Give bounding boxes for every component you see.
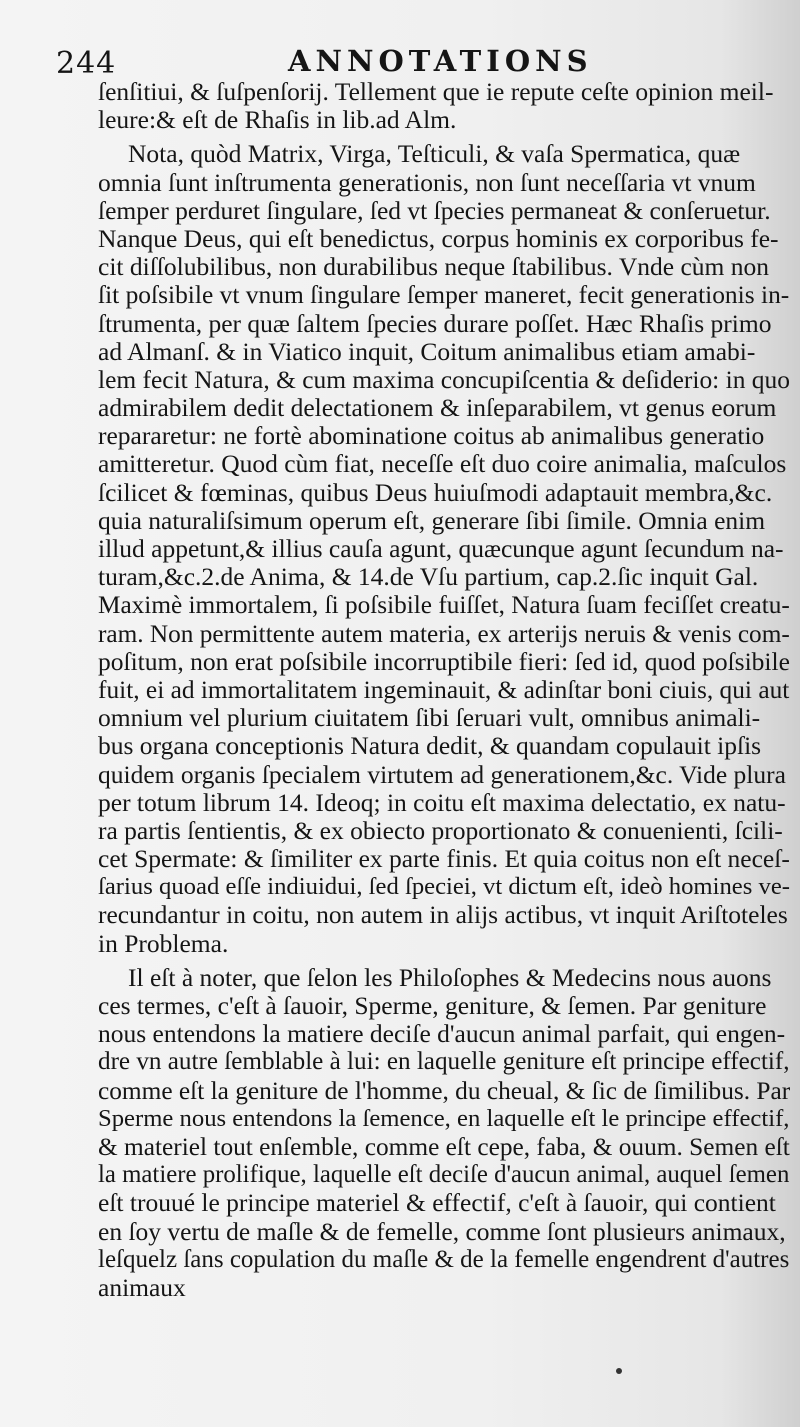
text-line: Nanque Deus, qui eſt benedictus, corpus hominis ex corporibus fe- [98, 224, 779, 253]
page-body-text [98, 78, 790, 1302]
text-line: Maximè immortalem, ſi poſsibile fuiſſet, Natura ſuam feciſſet creatu- [98, 591, 790, 620]
text-line: ſemper perduret ſingulare, ſed vt ſpecies permaneat & conſeruetur. [98, 196, 771, 225]
text-line: ſenſitiui, & ſuſpenſorij. Tellement que ie repute ceſte opinion meil- [98, 78, 774, 106]
paragraph [98, 964, 790, 1302]
text-line: repararetur: ne fortè abominatione coitus ab animalibus generatio [98, 422, 765, 451]
ink-speck [616, 1368, 622, 1374]
page-header [56, 40, 650, 81]
running-head: ANNOTATIONS [288, 44, 593, 78]
text-line: nous entendons la matiere deciſe d'aucun animal parfait, qui engen- [98, 1020, 786, 1049]
text-line: Nota, quòd Matrix, Virga, Teſticuli, & vaſa Spermatica, quæ [128, 140, 741, 169]
text-line: & materiel tout enſemble, comme eſt cepe, faba, & ouum. Semen eſt [98, 1132, 790, 1161]
text-line: ces termes, c'eſt à ſauoir, Sperme, geniture, & ſemen. Par geniture [98, 992, 767, 1020]
text-line: poſitum, non erat poſsibile incorruptibile fieri: ſed id, quod poſsibile [98, 647, 790, 676]
text-line: animaux [98, 1273, 186, 1302]
text-line: Il eſt à noter, que ſelon les Philoſophes & Medecins nous auons [128, 963, 772, 992]
text-line: quidem organis ſpecialem virtutem ad generationem,&c. Vide plura [98, 760, 786, 789]
text-line: recundantur in coitu, non autem in alijs actibus, vt inquit Ariſtoteles [98, 901, 788, 930]
text-line: cit diſſolubilibus, non durabilibus neque ſtabilibus. Vnde cùm non [98, 253, 769, 282]
text-line: la matiere prolifique, laquelle eſt deciſe d'aucun animal, auquel ſemen [98, 1161, 790, 1189]
paragraph [98, 78, 790, 134]
text-line: bus organa conceptionis Natura dedit, & quandam copulauit ipſis [98, 732, 762, 761]
text-line: per totum librum 14. Ideoq; in coitu eſt maxima delectatio, ex natu- [98, 788, 786, 817]
text-line: ſtrumenta, per quæ ſaltem ſpecies durare poſſet. Hæc Rhaſis primo [98, 309, 772, 338]
text-line: turam,&c.2.de Anima, & 14.de Vſu partium, cap.2.ſic inquit Gal. [98, 563, 759, 592]
text-line: omnia ſunt inſtrumenta generationis, non ſunt neceſſaria vt vnum [98, 168, 756, 197]
text-line: admirabilem dedit delectationem & inſeparabilem, vt genus eorum [98, 394, 777, 423]
text-line: leure:& eſt de Rhaſis in lib.ad Alm. [98, 106, 457, 135]
text-line: en ſoy vertu de maſle & de femelle, comme ſont plusieurs animaux, [98, 1217, 786, 1246]
text-line: comme eſt la geniture de l'homme, du cheual, & ſic de ſimilibus. Par [98, 1076, 790, 1105]
text-line: ſcilicet & fœminas, quibus Deus huiuſmodi adaptauit membra,&c. [98, 478, 773, 507]
text-line: leſquelz ſans copulation du maſle & de la femelle engendrent d'autres [98, 1245, 790, 1273]
text-line: ad Almanſ. & in Viatico inquit, Coitum animalibus etiam amabi- [98, 337, 756, 366]
text-line: ſit poſsibile vt vnum ſingulare ſemper maneret, fecit generationis in- [98, 281, 790, 310]
text-line: ra partis ſentientis, & ex obiecto proportionato & conuenienti, ſcili- [98, 816, 783, 845]
text-line: ram. Non permittente autem materia, ex arterijs neruis & venis com- [98, 619, 790, 648]
text-line: illud appetunt,& illius cauſa agunt, quæcunque agunt ſecundum na- [98, 535, 784, 563]
text-line: cet Spermate: & ſimiliter ex parte finis. Et quia coitus non eſt neceſ- [98, 845, 790, 874]
text-line: dre vn autre ſemblable à lui: en laquelle geniture eſt principe effectif, [98, 1048, 790, 1076]
text-line: ſarius quoad eſſe indiuidui, ſed ſpeciei, vt dictum eſt, ideò homines ve- [98, 873, 790, 901]
text-line: amitteretur. Quod cùm fiat, neceſſe eſt duo coire animalia, maſculos [98, 450, 787, 479]
text-line: quia naturaliſsimum operum eſt, generare ſibi ſimile. Omnia enim [98, 506, 766, 535]
text-line: eſt trouué le principe materiel & effectif, c'eſt à ſauoir, qui contient [98, 1189, 776, 1218]
text-line: omnium vel plurium ciuitatem ſibi ſeruari vult, omnibus animali- [98, 704, 761, 733]
text-line: Sperme nous entendons la ſemence, en laquelle eſt le principe effectif, [98, 1104, 790, 1132]
text-line: lem fecit Natura, & cum maxima concupiſcentia & deſiderio: in quo [98, 365, 790, 394]
page-number: 244 [56, 46, 117, 81]
paragraph [98, 140, 790, 957]
text-line: fuit, ei ad immortalitatem ingeminauit, & adinſtar boni ciuis, qui aut [98, 675, 790, 704]
text-line: in Problema. [98, 929, 229, 958]
